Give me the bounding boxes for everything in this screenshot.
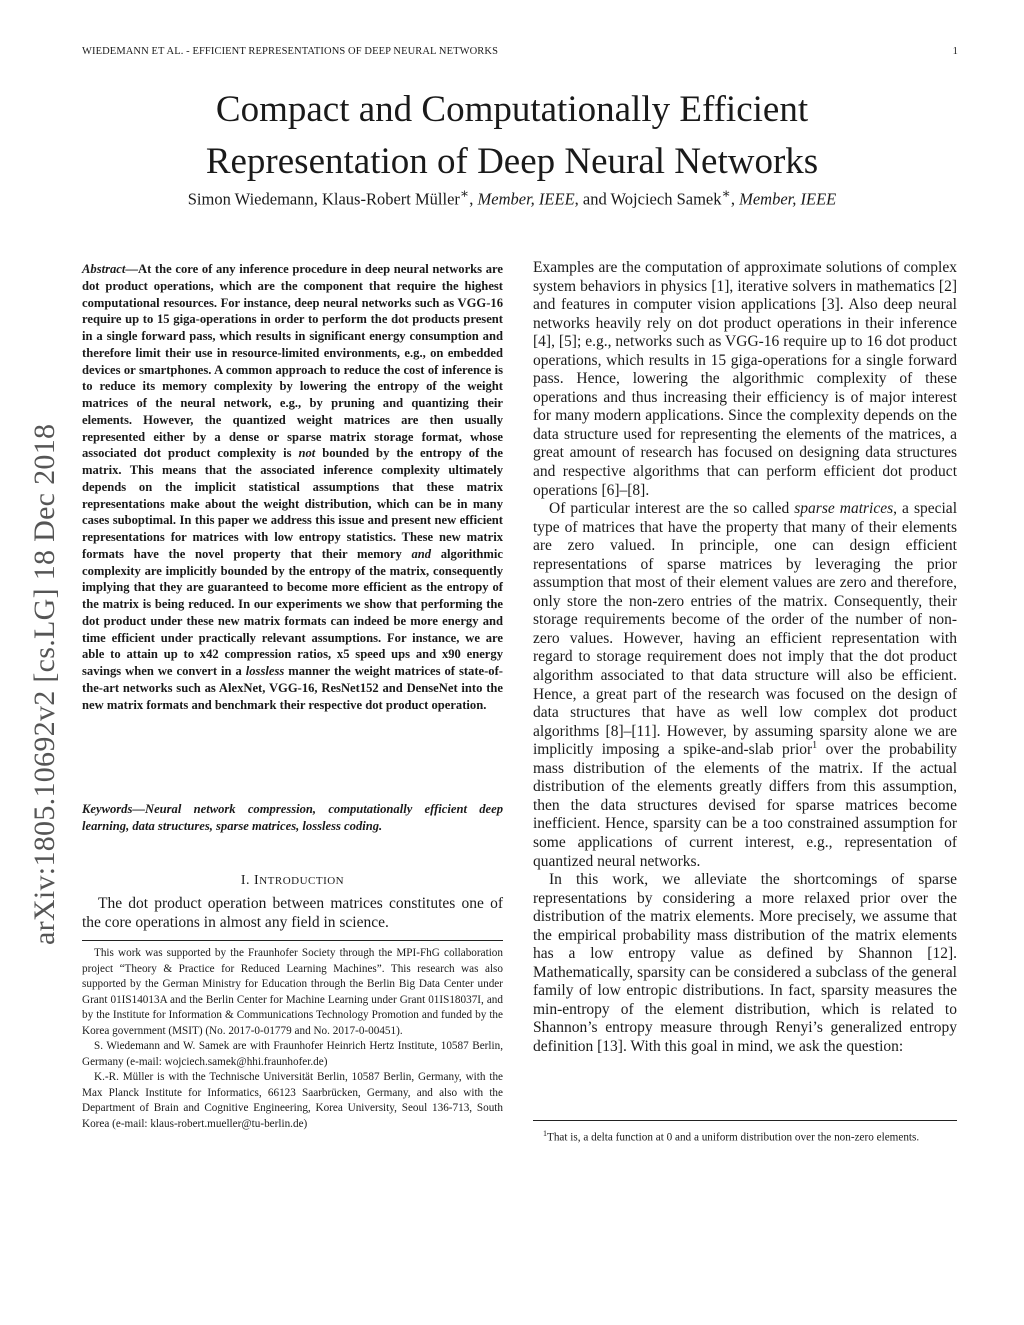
author-list: Simon Wiedemann, Klaus-Robert Müller∗, Member, IEEE, and Wojciech Samek∗, Member, IEEE [187,186,837,209]
keywords-label: Keywords [82,802,133,816]
abstract [82,261,503,713]
arxiv-stamp: arXiv:1805.10692v2 [cs.LG] 18 Dec 2018 [28,423,61,945]
footnote-affiliation-1: S. Wiedemann and W. Samek are with Fraunhofer Heinrich Hertz Institute, 10587 Berlin, Germany (e-mail: wojciech.samek@hhi.fraunhofer.de) [82,1040,503,1068]
running-header-title: WIEDEMANN ET AL. - EFFICIENT REPRESENTATIONS OF DEEP NEURAL NETWORKS [82,46,499,57]
footnote-right [533,1126,957,1146]
body-paragraph-2 [533,500,957,871]
footnote-rule-right [533,1120,957,1121]
author-role-1: Member, IEEE [477,189,575,209]
body-paragraph-1: Examples are the computation of approximate solutions of complex system behaviors in physics [1], iterative solvers in mathematics [2] and features in computer vision applications [3]. Also deep neural networks heavily rely on dot product operations in their inference [4], [5]; e.g., networks such as VGG-16 require up to 16 dot product operations, which results in 15 giga-operations for a single forward pass. Hence, lowering the algorithmic complexity of these operations and thus increasing their efficiency is of major interest for many modern applications. Since the complexity depends on the data structure used for representing the elements of the matrices, a great amount of research has focused on designing data structures and respective algorithms that can perform efficient dot product operations [6]–[8]. [533,259,957,499]
abstract-emphasis-1: not [298,446,316,461]
abstract-emphasis-3: lossless [245,664,285,678]
author-mark-1: ∗ [459,186,470,201]
footnote-text-1: That is, a delta function at 0 and a uniform distribution over the non-zero elements. [547,1131,920,1144]
title-line-1: Compact and Computationally Efficient [215,89,809,130]
abstract-label: Abstract [82,262,126,276]
title-line-2: Representation of Deep Neural Networks [205,141,819,182]
running-header [82,46,958,57]
body-paragraph-3: In this work, we alleviate the shortcomings of sparse representations by considering a more relaxed prior over the distribution of the matrix elements. More precisely, we assume that the empirical probability mass distribution of the matrix elements has a low entropy value as defined by Shannon [12]. Mathematically, sparsity can be considered a subclass of the general family of low entropic distributions. In fact, sparsity measures the min-entropy of the element distribution, which is related to Shannon’s entropy measure through Renyi’s generalized entropy definition [13]. With this goal in mind, we ask the question: [533,871,957,1055]
body-p2-text-2: , a special type of matrices that have the property that many of their elements are zero valued. In principle, one can design efficient representations of sparse matrices by leveraging the prior assumption that most of their element values are zero and therefore, only store the non-zero entries of the matrix. Consequently, their storage requirements become of the order of the number of non-zero values. However, having an efficient representation with regard to storage requirement does not imply that the dot product algorithm associated to that data structure will also be efficient. Hence, a great part of the research was focused on the design of data structures that have as well low complex dot product algorithms [8]–[11]. However, by assuming sparsity alone we are implicitly imposing a spike-and-slab prior [533,500,957,759]
footnote-funding: This work was supported by the Fraunhofer Society through the MPI-FhG collaboration project “Theory & Practice for Reduced Learning Machines”. This research was also supported by the German Ministry for Education through the Berlin Big Data Center under Grant 01IS14013A and the Berlin Center for Machine Learning under Grant 01IS18037I, and by the Institute for Information & Communications Technology Promotion and funded by the Korea government (MSIT) (No. 2017-0-01779 and No. 2017-0-00451). [82,947,503,1037]
keywords-text: —Neural network compression, computationally efficient deep learning, data structures, sparse matrices, lossless coding. [82,802,503,833]
footnote-ref-1: 1 [812,740,818,752]
body-p2-emphasis: sparse matrices [794,500,894,518]
paper-title [0,84,1024,188]
section-number: I. [240,873,255,888]
intro-paragraph: The dot product operation between matrices constitutes one of the core operations in almost any field in science. [82,895,503,931]
abstract-text-2: bounded by the entropy of the matrix. This means that the associated inference complexity ultimately depends on the implicit statistical assumptions that these matrix representations make about the weight distribution, which can be in many cases suboptimal. In this paper we address this issue and present new efficient representations for matrices with low entropy statistics. These new matrix formats have the novel property that their memory [82,446,503,561]
page-number: 1 [952,46,958,57]
footnotes-left [82,946,503,1132]
footnote-rule-left [82,940,503,941]
author-names-1: Simon Wiedemann, Klaus-Robert Müller [187,189,460,209]
abstract-text-4: manner the weight matrices of state-of-the-art networks such as AlexNet, VGG-16, ResNet152 and DenseNet into the new matrix formats and benchmark their respective dot product operation. [82,664,503,712]
author-names-2: , and Wojciech Samek [574,189,722,209]
section-heading [82,873,503,889]
footnote-affiliation-2: K.-R. Müller is with the Technische Universität Berlin, 10587 Berlin, Germany, with the Max Planck Institute for Informatics, 66123 Saarbrücken, Germany, and also with the Department of Brain and Cognitive Engineering, Korea University, Seoul 136-713, South Korea (e-mail: klaus-robert.mueller@tu-berlin.de) [82,1071,503,1130]
body-p2-text-1: Of particular interest are the so called [549,500,795,518]
author-mark-2: ∗ [721,186,731,201]
right-column-body [533,259,957,1057]
section-title-initial: I [254,873,260,888]
abstract-text-1: —At the core of any inference procedure in deep neural networks are dot product operations, which are the component that require the highest computational resources. For instance, deep neural networks such as VGG-16 require up to 15 giga-operations in order to perform the dot products present in a single forward pass, which results in significant energy consumption and therefore limit their use in resource-limited environments, e.g., on embedded devices or smartphones. A common approach to reduce the cost of inference is to reduce its memory complexity by lowering the entropy of the weight matrices of the neural network, e.g., by pruning and quantizing their elements. However, the quantized weight matrices are then usually represented either by a dense or sparse matrix storage format, whose associated dot product complexity is [82,262,503,461]
author-role-2: Member, IEEE [739,189,837,209]
abstract-emphasis-2: and [411,546,432,561]
footnote-mark-1: 1 [543,1129,547,1138]
body-p2-text-3: over the probability mass distribution of the elements of the matrix. If the actual distribution of the elements greatly differs from this assumption, then the data structures devised for sparse matrices become inefficient. Hence, sparsity can be a too constrained assumption for some applications of current interest, e.g., representation of quantized neural networks. [533,741,958,870]
section-title-rest: NTRODUCTION [259,875,345,887]
abstract-text-3: algorithmic complexity are implicitly bounded by the entropy of the matrix, consequently implying that they are guaranteed to become more efficient as the entropy of the matrix is being reduced. In our experiments we show that performing the dot product under these new matrix formats can indeed be more energy and time efficient under practically relevant assumptions. For instance, we are able to attain up to x42 compression ratios, x5 speed ups and x90 energy savings when we convert in a [82,546,503,678]
keywords [82,801,503,835]
